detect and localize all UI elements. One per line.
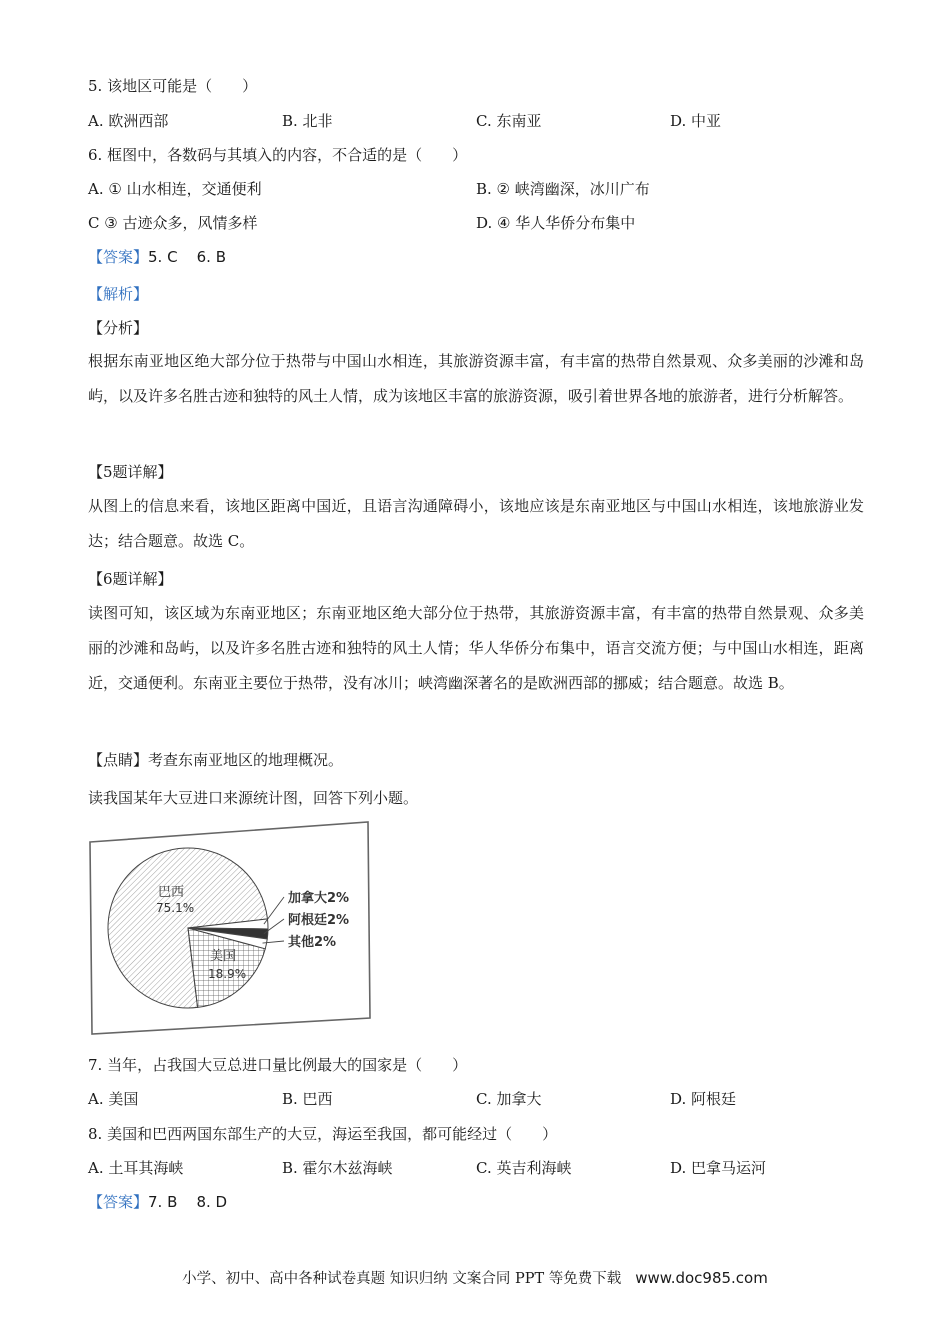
answer-label: 【答案】	[88, 1193, 149, 1211]
q6-option-d: D. ④ 华人华侨分布集中	[476, 214, 636, 232]
footer-url: www.doc985.com	[635, 1269, 768, 1287]
q7-option-c: C. 加拿大	[476, 1090, 542, 1108]
q5-option-b: B. 北非	[282, 112, 333, 130]
dianjing-block	[88, 750, 343, 770]
dianjing-text: 考查东南亚地区的地理概况。	[148, 751, 344, 769]
q5-option-d: D. 中亚	[670, 112, 722, 130]
pie-value-us: 18.9%	[208, 967, 247, 981]
q5-option-c: C. 东南亚	[476, 112, 542, 130]
q6-option-a: A. ① 山水相连，交通便利	[88, 180, 262, 198]
footer-text: 小学、初中、高中各种试卷真题 知识归纳 文案合同 PPT 等免费下载	[182, 1271, 622, 1287]
pie-label-3: 阿根廷2%	[288, 913, 350, 928]
page-footer	[0, 1268, 950, 1289]
q6-stem: 6. 框图中，各数码与其填入的内容，不合适的是（ ）	[88, 146, 468, 164]
q7-option-b: B. 巴西	[282, 1090, 333, 1108]
q5-stem: 5. 该地区可能是（ ）	[88, 77, 258, 95]
dianjing-label: 【点睛】	[88, 751, 149, 769]
pie-label-4: 其他2%	[288, 935, 337, 950]
pie-label-us-name: 美国	[210, 949, 237, 964]
q8-option-a: A. 土耳其海峡	[88, 1159, 184, 1177]
q8-option-c: C. 英吉利海峡	[476, 1159, 572, 1177]
answer-text: 5. C 6. B	[148, 248, 227, 266]
answer-label: 【答案】	[88, 248, 149, 266]
pie-label-brazil-name: 巴西	[158, 885, 185, 900]
soybean-import-pie-chart	[88, 820, 374, 1036]
fenxi-label: 【分析】	[88, 319, 149, 337]
q7-option-d: D. 阿根廷	[670, 1090, 737, 1108]
q6-option-c: C ③ 古迹众多，风情多样	[88, 214, 258, 232]
q7-stem: 7. 当年，占我国大豆总进口量比例最大的国家是（ ）	[88, 1056, 468, 1074]
q7-option-a: A. 美国	[88, 1090, 139, 1108]
detail5-label: 【5题详解】	[88, 463, 173, 481]
q5-option-a: A. 欧洲西部	[88, 112, 169, 130]
q8-option-d: D. 巴拿马运河	[670, 1159, 767, 1177]
fenxi-text: 根据东南亚地区绝大部分位于热带与中国山水相连，其旅游资源丰富，有丰富的热带自然景观、众多美丽的沙滩和岛屿，以及许多名胜古迹和独特的风土人情，成为该地区丰富的旅游资源，吸引着世界各地的旅游者，进行分析解答。	[88, 352, 864, 405]
pie-label-2: 加拿大2%	[288, 891, 350, 906]
answer-block-2	[88, 1192, 227, 1212]
answer-block-1	[88, 247, 226, 267]
chart-intro: 读我国某年大豆进口来源统计图，回答下列小题。	[88, 789, 419, 807]
q6-option-b: B. ② 峡湾幽深，冰川广布	[476, 180, 650, 198]
detail5-text: 从图上的信息来看，该地区距离中国近，且语言沟通障碍小，该地应该是东南亚地区与中国山水相连，该地旅游业发达；结合题意。故选 C。	[88, 497, 864, 550]
detail6-text: 读图可知，该区域为东南亚地区；东南亚地区绝大部分位于热带，其旅游资源丰富，有丰富的热带自然景观、众多美丽的沙滩和岛屿，以及许多名胜古迹和独特的风土人情；华人华侨分布集中，语言交流方便；与中国山水相连，距离近，交通便利。东南亚主要位于热带，没有冰川；峡湾幽深著名的是欧洲西部的挪威；结合题意。故选 B。	[88, 604, 864, 692]
pie-value-brazil: 75.1%	[156, 901, 195, 915]
q8-stem: 8. 美国和巴西两国东部生产的大豆，海运至我国，都可能经过（ ）	[88, 1125, 558, 1143]
answer-text: 7. B 8. D	[148, 1193, 228, 1211]
analysis-label: 【解析】	[88, 285, 149, 303]
detail6-label: 【6题详解】	[88, 570, 173, 588]
q8-option-b: B. 霍尔木兹海峡	[282, 1159, 393, 1177]
